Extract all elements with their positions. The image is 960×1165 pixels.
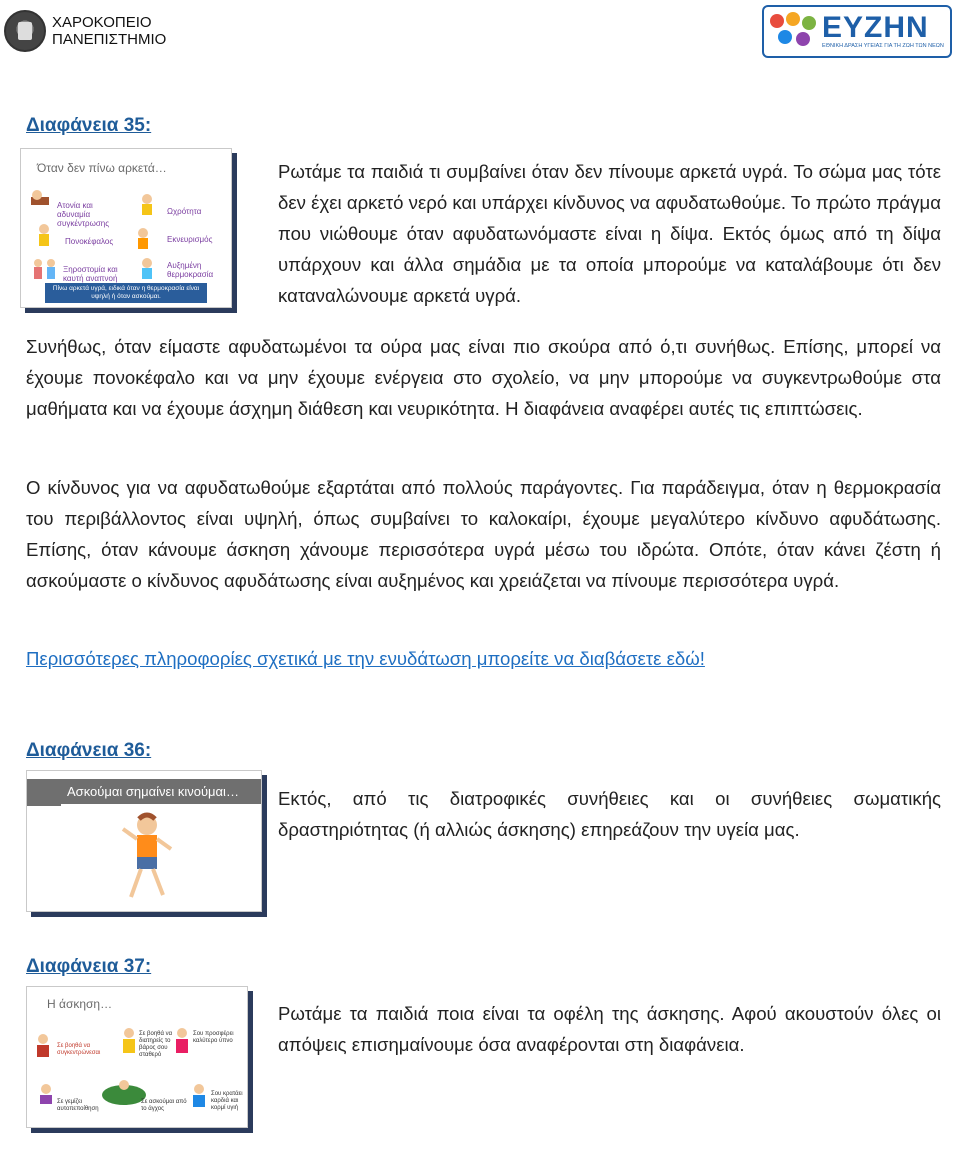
university-emblem-icon xyxy=(4,10,46,52)
hot-kid-icon xyxy=(137,257,157,281)
thumb-label-sleep: Σου προσφέρει καλύτερο ύπνο xyxy=(193,1031,234,1044)
slide-35-heading: Διαφάνεια 35: xyxy=(26,115,152,136)
slide-36-thumbnail xyxy=(26,770,262,912)
slide-37-thumbnail xyxy=(26,986,248,1128)
thumb-label-weight: Σε βοηθά να διατηρείς το βάρος σου σταθερό xyxy=(139,1031,173,1058)
hydration-info-link[interactable]: Περισσότερες πληροφορίες σχετικά με την ενυδάτωση μπορείτε να διαβάσετε εδώ! xyxy=(26,648,705,669)
exercising-kid-icon xyxy=(117,811,177,907)
eyzhn-logo xyxy=(762,5,952,58)
thumb-label-confidence: Σε γεμίζει αυτοπεποίθηση xyxy=(57,1099,99,1112)
headache-kid-icon xyxy=(35,223,53,249)
thirsty-kids-icon xyxy=(31,257,59,283)
confident-kid-icon xyxy=(35,1083,57,1105)
thumb-label-headache: Πονοκέφαλος xyxy=(65,237,114,246)
thumb-label-dry-mouth: Ξηροστομία και καυτή αναπνοή xyxy=(63,265,118,283)
slide-35-thumbnail xyxy=(20,148,232,308)
thumb-label-fatigue: Ατονία και αδυναμία συγκέντρωσης xyxy=(57,201,110,228)
irritated-kid-icon xyxy=(133,227,153,251)
thumb-label-irritability: Εκνευρισμός xyxy=(167,235,213,244)
slide-36-paragraph-1: Εκτός, από τις διατροφικές συνήθειες και οι συνήθειες σωματικής δραστηριότητας (ή αλλιώς άσκησης) επηρεάζουν την υγεία μας. xyxy=(278,788,941,840)
university-name xyxy=(52,14,166,48)
thumb-label-concentration: Σε βοηθά να συγκεντρώνεσαι xyxy=(57,1043,101,1056)
slide-35-paragraph-2: Συνήθως, όταν είμαστε αφυδατωμένοι τα ούρα μας είναι πιο σκούρα από ό,τι συνήθως. Επίσης, μπορεί να έχουμε πονοκέφαλο και να μην έχουμε ενέργεια στο σχολείο, να μην μπορούμε να συγκεντρωθούμε στα μαθήματα και να έχουμε άσχημη διάθεση και νευρικότητα. Η διαφάνεια αναφέρει αυτές τις επιπτώσεις. xyxy=(26,336,941,419)
slide-35-thumb-title: Όταν δεν πίνω αρκετά… xyxy=(37,161,167,175)
eyzhn-figures-icon xyxy=(768,10,822,54)
eyzhn-subtitle: ΕΘΝΙΚΗ ΔΡΑΣΗ ΥΓΕΙΑΣ ΓΙΑ ΤΗ ΖΩΗ ΤΩΝ ΝΕΩΝ xyxy=(822,43,944,49)
thumb-label-temperature: Αυξημένη θερμοκρασία xyxy=(167,261,214,279)
thumb-label-stress: Σε ασκούμαι από το άγχος xyxy=(141,1099,187,1112)
slide-37-paragraph-1: Ρωτάμε τα παιδιά ποια είναι τα οφέλη της άσκησης. Αφού ακουστούν όλες οι απόψεις επισημαίνουμε όσα αναφέρονται στη διαφάνεια. xyxy=(278,1003,941,1055)
eyzhn-title: ΕΥΖΗΝ xyxy=(822,11,929,44)
slide-36-heading: Διαφάνεια 36: xyxy=(26,740,152,761)
slide-36-thumb-title: Ασκούμαι σημαίνει κινούμαι… xyxy=(61,779,261,804)
slide-37-heading: Διαφάνεια 37: xyxy=(26,956,152,977)
thumb-label-pallor: Ωχρότητα xyxy=(167,207,202,216)
weight-kid-icon xyxy=(119,1027,139,1057)
focused-kid-icon xyxy=(33,1033,53,1059)
university-name-line2: ΠΑΝΕΠΙΣΤΗΜΙΟ xyxy=(52,31,167,48)
thumb-banner: Πίνω αρκετά υγρά, ειδικά όταν η θερμοκρασία είναι υψηλή ή όταν ασκούμαι. xyxy=(45,283,207,303)
university-logo xyxy=(4,6,174,56)
slide-35-paragraph-1: Ρωτάμε τα παιδιά τι συμβαίνει όταν δεν πίνουμε αρκετά υγρά. Το σώμα μας τότε δεν έχει αρκετό νερό και υπάρχει κίνδυνος να αφυδατωθούμε. Το πρώτο πράγμα που νιώθουμε όταν αφυδατωνόμαστε είναι η δίψα. Εκτός όμως από τη δίψα υπάρχουν και άλλα σημάδια με τα οποία μπορούμε να καταλάβουμε ότι δεν καταναλώνουμε αρκετά υγρά. xyxy=(278,161,941,306)
slide-35-paragraph-3: Ο κίνδυνος για να αφυδατωθούμε εξαρτάται από πολλούς παράγοντες. Για παράδειγμα, όταν η θερμοκρασία του περιβάλλοντος είναι υψηλή, όπως συμβαίνει το καλοκαίρι, έχουμε μεγαλύτερο κίνδυνο αφυδάτωσης. Επίσης, όταν κάνουμε άσκηση χάνουμε περισσότερα υγρά μέσω του ιδρώτα. Οπότε, όταν κάνει ζέστη ή ασκούμαστε ο κίνδυνος αφυδάτωσης είναι αυξημένος και χρειάζεται να πίνουμε περισσότερα υγρά. xyxy=(26,477,941,591)
thumb-label-heart: Σου κρατάει καρδιά και κορμί υγιή xyxy=(211,1091,243,1111)
slide-37-thumb-title: Η άσκηση… xyxy=(47,997,113,1011)
pale-kid-icon xyxy=(137,193,157,217)
university-name-line1: ΧΑΡΟΚΟΠΕΙΟ xyxy=(52,14,152,31)
tired-kid-icon xyxy=(29,187,51,209)
